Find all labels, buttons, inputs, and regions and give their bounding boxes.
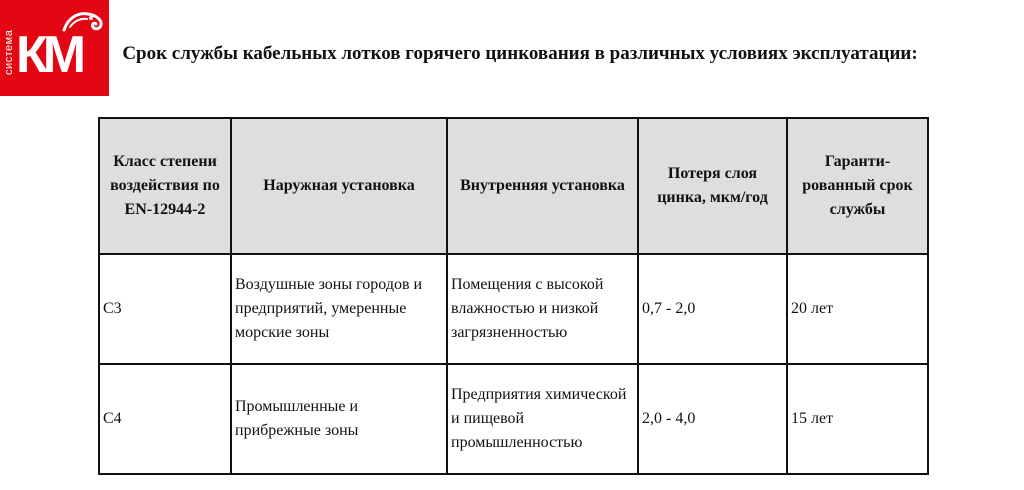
cell-class: С4: [99, 364, 231, 474]
logo-side-text: система: [3, 29, 15, 75]
cell-outdoor: Воздушные зоны городов и предприятий, умеренные морские зоны: [231, 254, 447, 364]
header-indoor: Внутренняя установка: [447, 118, 638, 254]
table-row: [99, 364, 928, 474]
header-corrosion-class: Класс степени воздействия по EN-12944-2: [99, 118, 231, 254]
table-header-row: [99, 118, 928, 254]
cell-service-life: 15 лет: [787, 364, 928, 474]
page-title: Срок службы кабельных лотков горячего цинкования в различных условиях эксплуатации:: [122, 43, 918, 64]
service-life-table: [98, 117, 929, 475]
cell-zinc-loss: 0,7 - 2,0: [638, 254, 787, 364]
header-zinc-loss: Потеря слоя цинка, мкм/год: [638, 118, 787, 254]
cell-indoor: Помещения с высокой влажностью и низкой загрязненностью: [447, 254, 638, 364]
logo-mark: КМ: [16, 26, 82, 84]
header-outdoor: Наружная установка: [231, 118, 447, 254]
cell-zinc-loss: 2,0 - 4,0: [638, 364, 787, 474]
company-logo: [0, 0, 109, 96]
cell-indoor: Предприятия химической и пищевой промышленностью: [447, 364, 638, 474]
cell-class: С3: [99, 254, 231, 364]
table-row: [99, 254, 928, 364]
chameleon-icon: [62, 10, 104, 34]
cell-service-life: 20 лет: [787, 254, 928, 364]
cell-outdoor: Промышленные и прибрежные зоны: [231, 364, 447, 474]
header-service-life: Гаранти-рованный срок службы: [787, 118, 928, 254]
